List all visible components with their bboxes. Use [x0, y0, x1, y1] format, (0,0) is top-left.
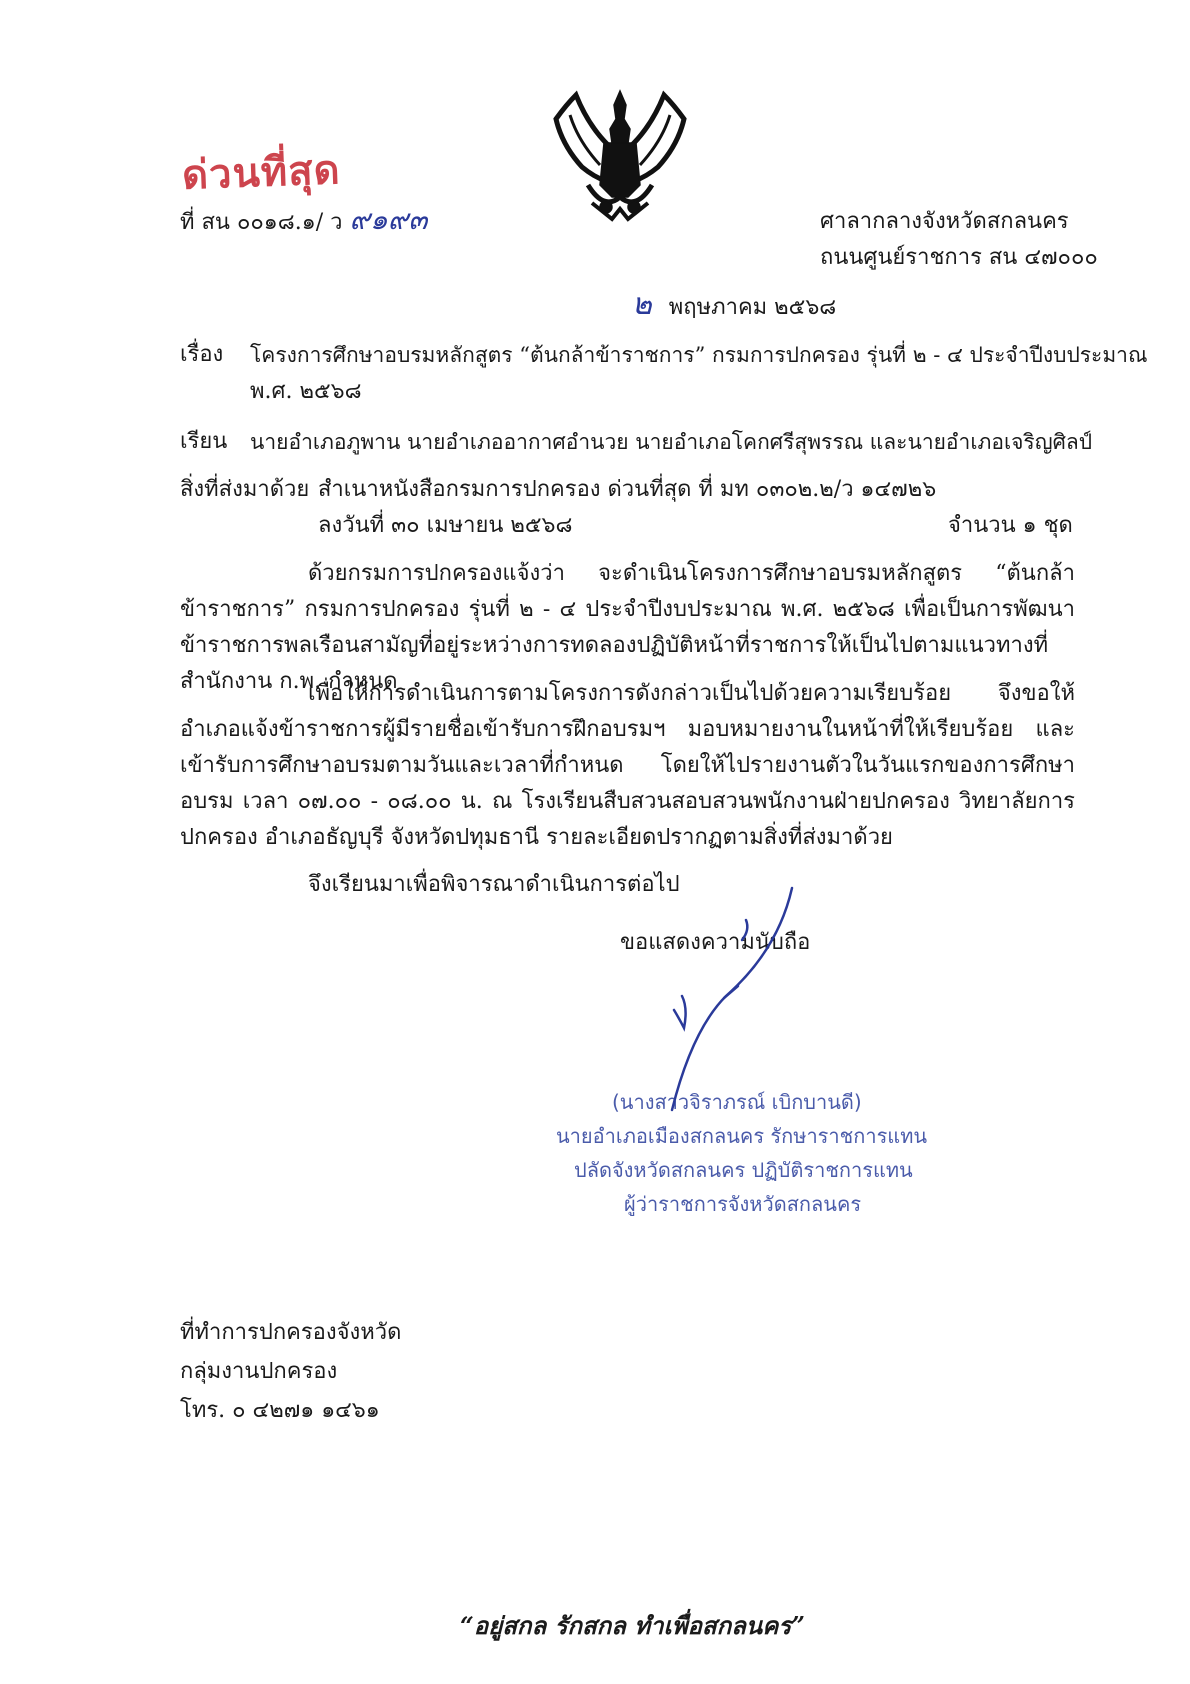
signatory-title-2: ปลัดจังหวัดสกลนคร ปฏิบัติราชการแทน: [574, 1158, 913, 1182]
reference-handwritten-number: ๙๑๙๓: [349, 203, 428, 236]
enclosure-quantity: จำนวน ๑ ชุด: [948, 513, 1073, 538]
reference-number: [180, 205, 427, 238]
subject-label: เรื่อง: [180, 342, 224, 367]
date-day-handwritten: ๒: [632, 287, 652, 322]
closing-regards: ขอแสดงความนับถือ: [620, 930, 811, 955]
signatory-title-3: ผู้ว่าราชการจังหวัดสกลนคร: [624, 1192, 862, 1216]
office-address-line2: ถนนศูนย์ราชการ สน ๔๗๐๐๐: [820, 245, 1098, 270]
footer-department: ที่ทำการปกครองจังหวัด: [180, 1320, 402, 1345]
date-month-year: พฤษภาคม ๒๕๖๘: [668, 295, 837, 320]
garuda-emblem-icon: [548, 85, 693, 225]
closing-sentence: จึงเรียนมาเพื่อพิจารณาดำเนินการต่อไป: [308, 872, 680, 897]
enclosure-line1: สำเนาหนังสือกรมการปกครอง ด่วนที่สุด ที่ มท ๐๓๐๒.๒/ว ๑๔๗๒๖: [318, 477, 937, 502]
office-address-line1: ศาลากลางจังหวัดสกลนคร: [820, 209, 1069, 234]
subject-line1: โครงการศึกษาอบรมหลักสูตร “ต้นกล้าข้าราชการ” กรมการปกครอง รุ่นที่ ๒ - ๔ ประจำปีงบประมาณ: [250, 343, 1148, 367]
subject-line2: พ.ศ. ๒๕๖๘: [250, 379, 362, 404]
body-paragraph-2: เพื่อให้การดำเนินการตามโครงการดังกล่าวเป็นไปด้วยความเรียบร้อย จึงขอให้อำเภอแจ้งข้าราชการผู้มีรายชื่อเข้ารับการฝึกอบรมฯ มอบหมายงานในหน้าที่ให้เรียบร้อย และเข้ารับการศึกษาอบรมตามวันและเวลาที่กำหนด โดยให้ไปรายงานตัวในวันแรกของการศึกษาอบรม เวลา ๐๗.๐๐ - ๐๘.๐๐ น. ณ โรงเรียนสืบสวนสอบสวนพนักงานฝ่ายปกครอง วิทยาลัยการปกครอง อำเภอธัญบุรี จังหวัดปทุมธานี รายละเอียดปรากฏตามสิ่งที่ส่งมาด้วย: [180, 681, 1075, 850]
urgency-stamp: ด่วนที่สุด: [181, 147, 342, 199]
handwritten-signature-icon: [620, 880, 810, 1120]
recipient-text: นายอำเภอภูพาน นายอำเภออากาศอำนวย นายอำเภอโคกศรีสุพรรณ และนายอำเภอเจริญศิลป์: [250, 430, 1093, 454]
recipient-label: เรียน: [180, 429, 228, 454]
signatory-title-1: นายอำเภอเมืองสกลนคร รักษาราชการแทน: [556, 1124, 928, 1148]
enclosure-line2: ลงวันที่ ๓๐ เมษายน ๒๕๖๘: [318, 513, 573, 538]
body-paragraph-1: ด้วยกรมการปกครองแจ้งว่า จะดำเนินโครงการศึกษาอบรมหลักสูตร “ต้นกล้าข้าราชการ” กรมการปกครอง รุ่นที่ ๒ - ๔ ประจำปีงบประมาณ พ.ศ. ๒๕๖๘ เพื่อเป็นการพัฒนาข้าราชการพลเรือนสามัญที่อยู่ระหว่างการทดลองปฏิบัติหน้าที่ราชการให้เป็นไปตามแนวทางที่สำนักงาน ก.พ. กำหนด: [180, 561, 1075, 694]
footer-division: กลุ่มงานปกครอง: [180, 1359, 338, 1384]
enclosure-label: สิ่งที่ส่งมาด้วย: [180, 477, 310, 502]
signatory-name: (นางสาวจิราภรณ์ เบิกบานดี): [612, 1090, 862, 1114]
document-date: [632, 287, 837, 323]
reference-prefix: ที่ สน ๐๐๑๘.๑/ ว: [180, 210, 343, 235]
provincial-motto: “อยู่สกล รักสกล ทำเพื่อสกลนคร”: [460, 1611, 805, 1640]
footer-phone: โทร. ๐ ๔๒๗๑ ๑๔๖๑: [180, 1398, 380, 1423]
